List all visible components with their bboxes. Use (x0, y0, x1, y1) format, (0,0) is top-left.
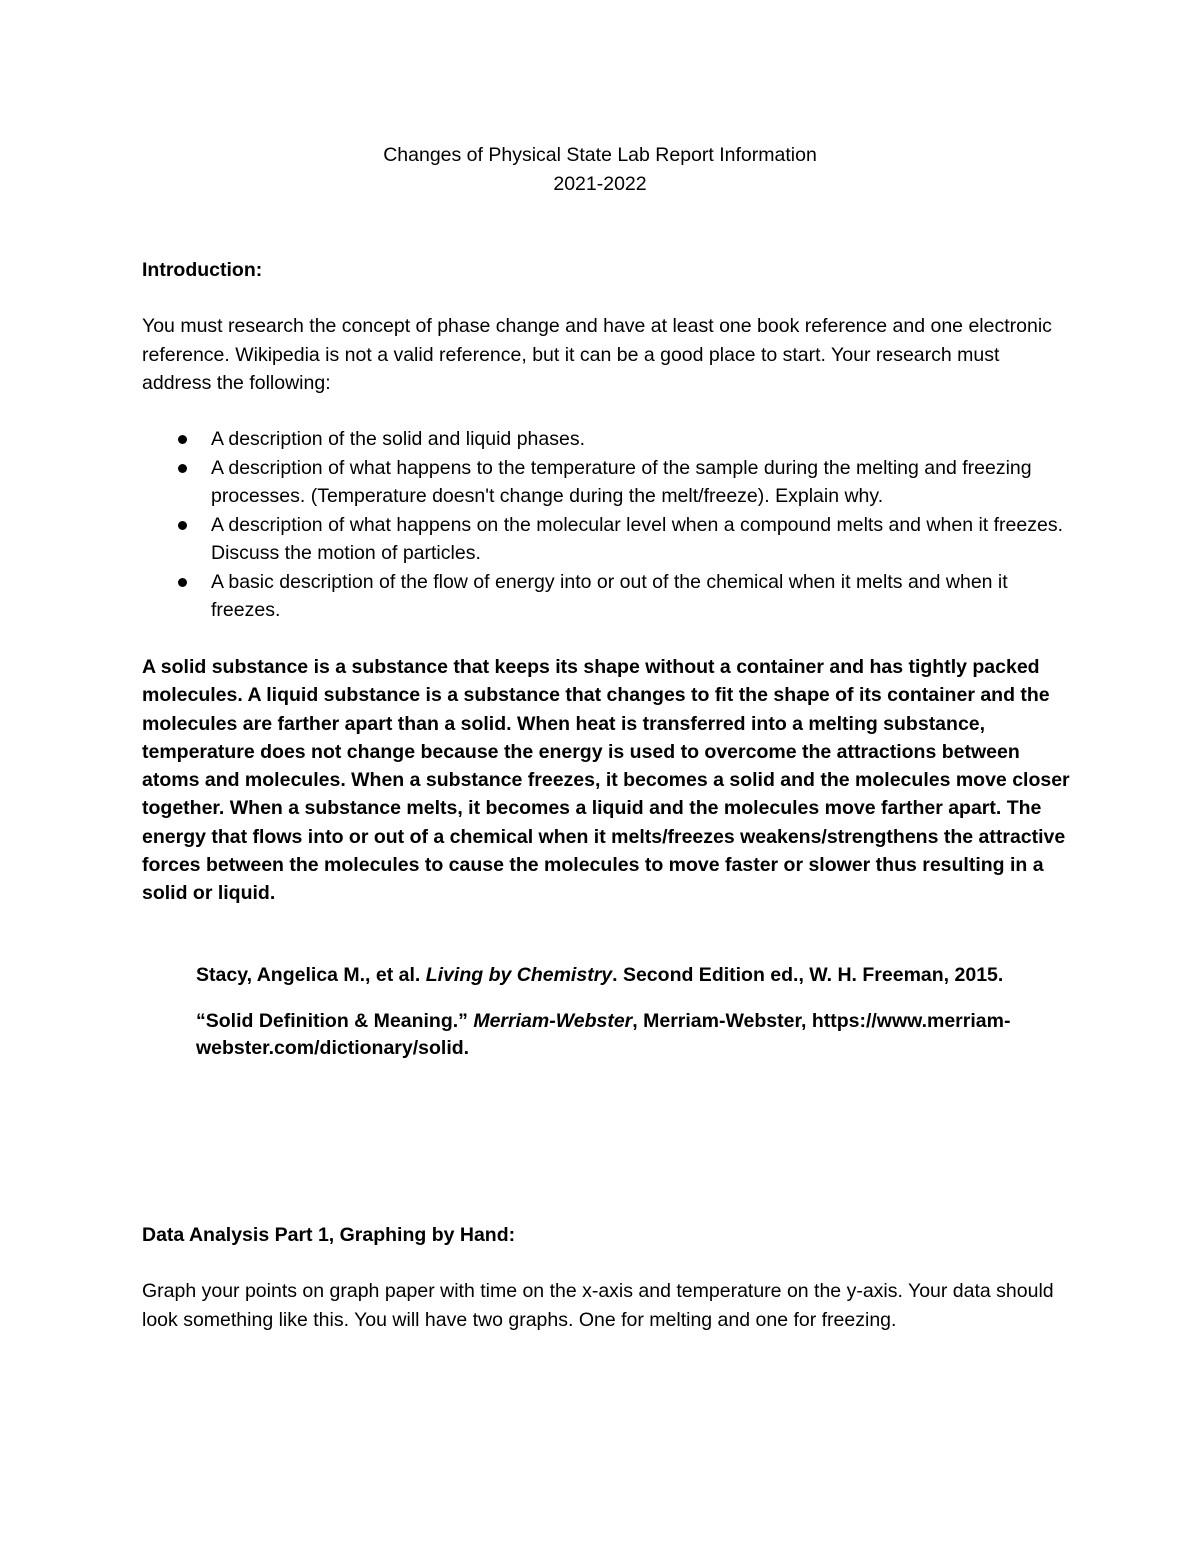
reference-text: . Second Edition ed., W. H. Freeman, 2015. (612, 964, 1004, 986)
reference-title: Merriam-Webster (473, 1010, 633, 1032)
document-title-block (0, 141, 1200, 198)
bullet-icon (178, 521, 187, 530)
list-item (142, 454, 1067, 511)
requirement-text: A description of what happens on the molecular level when a compound melts and when it freezes. Discuss the motion of particles. (211, 513, 1064, 564)
reference-text: , Merriam-Webster, https://www.merriam-webster.com/dictionary/solid. (196, 1010, 1011, 1059)
bullet-icon (178, 464, 187, 473)
data-analysis-heading: Data Analysis Part 1, Graphing by Hand: (142, 1224, 516, 1246)
reference-title: Living by Chemistry (425, 964, 613, 986)
document-year: 2021-2022 (553, 172, 647, 195)
reference-text: Stacy, Angelica M., et al. (196, 964, 426, 986)
list-item (142, 425, 1067, 454)
student-answer-paragraph: A solid substance is a substance that keeps its shape without a container and has tightly packed molecules. A liquid substance is a substance that changes to fit the shape of its container and the molecules are farther apart than a solid. When heat is transferred into a melting substance, temperature does not change because the energy is used to overcome the attractions between atoms and molecules. When a substance freezes, it becomes a solid and the molecules move closer together. When a substance melts, it becomes a liquid and the molecules move farther apart. The energy that flows into or out of a chemical when it melts/freezes weakens/strengthens the attractive forces between the molecules to cause the molecules to move faster or slower thus resulting in a solid or liquid. (142, 656, 1070, 905)
introduction-paragraph: You must research the concept of phase change and have at least one book reference and one electronic reference. Wikipedia is not a valid reference, but it can be a good place to start. Your research must address the following: (142, 315, 1052, 394)
references-section (196, 962, 1066, 1081)
bullet-icon (178, 435, 187, 444)
requirement-text: A description of what happens to the temperature of the sample during the melting and freezing processes. (Temperature doesn't change during the melt/freeze). Explain why. (211, 456, 1032, 507)
list-item (142, 568, 1067, 625)
document-title: Changes of Physical State Lab Report Information (383, 144, 817, 166)
requirement-text: A basic description of the flow of energy into or out of the chemical when it melts and when it freezes. (211, 570, 1008, 621)
data-analysis-paragraph: Graph your points on graph paper with time on the x-axis and temperature on the y-axis. Your data should look something like this. You will have two graphs. One for melting and one for freezing. (142, 1280, 1054, 1331)
list-item (142, 511, 1067, 568)
reference-book (196, 962, 1066, 989)
reference-website (196, 1008, 1066, 1062)
bullet-icon (178, 578, 187, 587)
introduction-heading: Introduction: (142, 259, 263, 281)
requirement-text: A description of the solid and liquid phases. (211, 428, 585, 450)
reference-text: “Solid Definition & Meaning.” (196, 1010, 474, 1032)
requirements-list (142, 425, 1067, 625)
